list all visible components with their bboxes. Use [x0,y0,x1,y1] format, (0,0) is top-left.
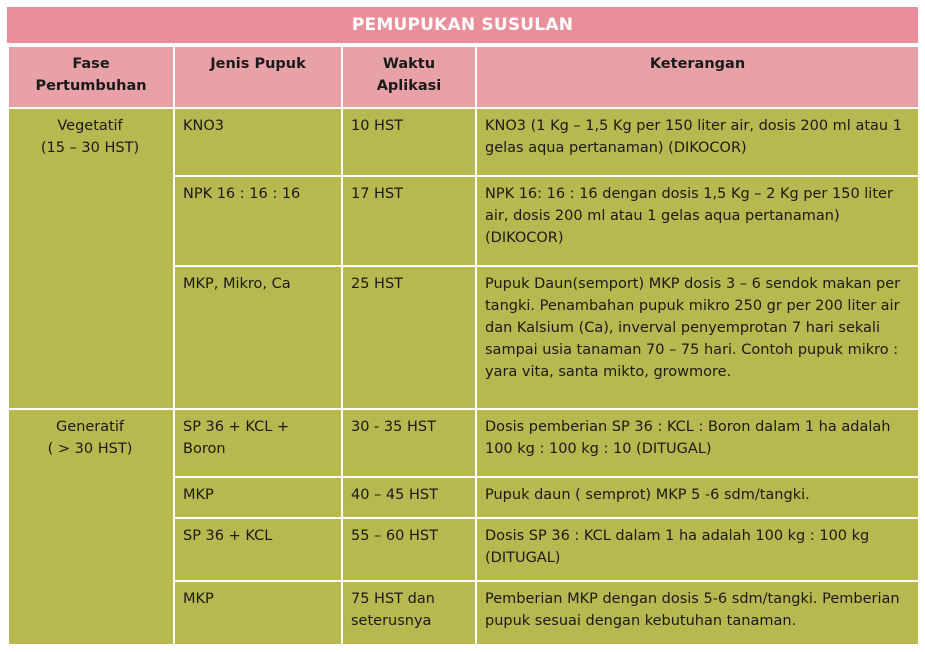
phase-range: (15 – 30 HST) [40,140,140,156]
phase-name: Generatif [56,419,124,435]
header-waktu [342,46,476,108]
cell-jenis: MKP [174,581,342,645]
fertilizer-table [7,45,920,646]
phase-range: ( > 30 HST) [47,441,133,457]
cell-waktu: 55 – 60 HST [342,518,476,581]
cell-jenis: KNO3 [174,108,342,176]
fertilizer-table-wrapper [7,7,918,646]
cell-waktu: 10 HST [342,108,476,176]
cell-keterangan: Pupuk daun ( semprot) MKP 5 -6 sdm/tangki. [476,477,919,518]
header-waktu-line-2: Aplikasi [376,78,442,94]
cell-keterangan: Pupuk Daun(semport) MKP dosis 3 – 6 sendok makan per tangki. Penambahan pupuk mikro 250 gr per 200 liter air dan Kalsium (Ca), inverval penyemprotan 7 hari sekali sampai usia tanaman 70 – 75 hari. Contoh pupuk mikro : yara vita, santa mikto, growmore. [476,266,919,409]
cell-keterangan: Dosis pemberian SP 36 : KCL : Boron dalam 1 ha adalah 100 kg : 100 kg : 10 (DITUGAL) [476,409,919,477]
header-keterangan: Keterangan [476,46,919,108]
cell-waktu: 25 HST [342,266,476,409]
cell-jenis: MKP [174,477,342,518]
header-fase [8,46,174,108]
table-row [8,108,919,176]
cell-keterangan: KNO3 (1 Kg – 1,5 Kg per 150 liter air, dosis 200 ml atau 1 gelas aqua pertanaman) (DIKOCOR) [476,108,919,176]
cell-waktu: 17 HST [342,176,476,266]
header-waktu-line-1: Waktu [382,56,436,72]
cell-keterangan: NPK 16: 16 : 16 dengan dosis 1,5 Kg – 2 Kg per 150 liter air, dosis 200 ml atau 1 gelas aqua pertanaman) (DIKOCOR) [476,176,919,266]
cell-waktu: 40 – 45 HST [342,477,476,518]
cell-keterangan: Pemberian MKP dengan dosis 5-6 sdm/tangki. Pemberian pupuk sesuai dengan kebutuhan tanaman. [476,581,919,645]
cell-jenis: SP 36 + KCL + Boron [174,409,342,477]
table-title: PEMUPUKAN SUSULAN [7,7,918,45]
header-fase-line-2: Pertumbuhan [35,78,147,94]
table-row [8,409,919,477]
phase-vegetatif [8,108,174,409]
header-row [8,46,919,108]
header-jenis: Jenis Pupuk [174,46,342,108]
cell-jenis: SP 36 + KCL [174,518,342,581]
phase-generatif [8,409,174,645]
phase-name: Vegetatif [57,118,123,134]
cell-jenis: NPK 16 : 16 : 16 [174,176,342,266]
header-fase-line-1: Fase [72,56,110,72]
cell-waktu: 30 - 35 HST [342,409,476,477]
cell-jenis: MKP, Mikro, Ca [174,266,342,409]
cell-keterangan: Dosis SP 36 : KCL dalam 1 ha adalah 100 kg : 100 kg (DITUGAL) [476,518,919,581]
cell-waktu: 75 HST dan seterusnya [342,581,476,645]
